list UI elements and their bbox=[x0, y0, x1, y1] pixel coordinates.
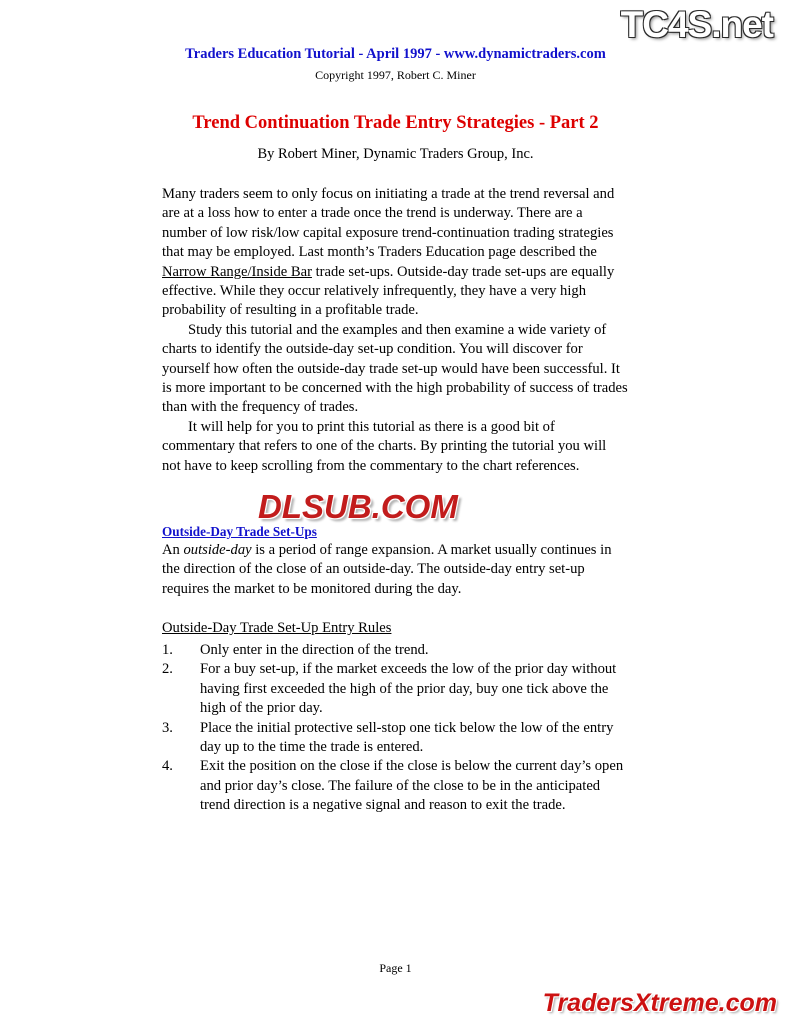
page-title: Trend Continuation Trade Entry Strategies - Part 2 bbox=[192, 113, 599, 133]
list-item bbox=[162, 641, 630, 660]
narrow-range-inside-bar-link[interactable]: Narrow Range/Inside Bar bbox=[162, 263, 312, 280]
section-body-outside-day bbox=[162, 541, 628, 599]
list-item-number: 4. bbox=[162, 758, 173, 775]
section-body-part-b: is a period of range expansion. A market usually continues in the direction of the close of an outside-day. The outside-day entry set-up requires the market to be monitored during the day. bbox=[162, 542, 612, 597]
paragraph-1-part-a: Many traders seem to only focus on initiating a trade at the trend reversal and are at a loss how to enter a trade once the trend is underway. There are a number of low risk/low capital exposure trend-continuation trading strategies that may be employed. Last month’s Traders Education page described the bbox=[162, 186, 615, 261]
section-body-part-a: An bbox=[162, 542, 184, 558]
tutorial-header-line: Traders Education Tutorial - April 1997 - www.dynamictraders.com bbox=[185, 46, 606, 62]
intro-body bbox=[162, 185, 628, 476]
rules-heading: Outside-Day Trade Set-Up Entry Rules bbox=[162, 620, 392, 636]
list-item bbox=[162, 660, 630, 718]
list-item-number: 3. bbox=[162, 719, 173, 736]
watermark-tc4s: TC4S.net bbox=[620, 4, 773, 45]
section-body-emphasis: outside-day bbox=[183, 542, 252, 558]
paragraph-1 bbox=[162, 185, 628, 321]
section-heading-outside-day: Outside-Day Trade Set-Ups bbox=[162, 524, 317, 539]
list-item-number: 1. bbox=[162, 642, 173, 658]
rules-list bbox=[162, 641, 630, 816]
list-item-text: Exit the position on the close if the close is below the current day’s open and prior day’s close. The failure of the close to be in the anticipated trend direction is a negative signal and reason to exit the trade. bbox=[200, 758, 624, 814]
paragraph-3: It will help for you to print this tutorial as there is a good bit of commentary that refers to one of the charts. By printing the tutorial you will not have to keep scrolling from the commentary to the chart references. bbox=[162, 418, 607, 474]
list-item-text: For a buy set-up, if the market exceeds the low of the prior day without having first exceeded the high of the prior day, buy one tick above the high of the prior day. bbox=[200, 661, 617, 717]
watermark-dlsub: DLSUB.COM bbox=[258, 488, 458, 525]
byline: By Robert Miner, Dynamic Traders Group, Inc. bbox=[257, 146, 534, 162]
list-item bbox=[162, 719, 630, 758]
list-item-text: Only enter in the direction of the trend. bbox=[200, 642, 429, 658]
copyright-line: Copyright 1997, Robert C. Miner bbox=[315, 68, 476, 82]
paragraph-1-part-b: trade set-ups. Outside-day trade set-ups are equally effective. While they occur relatively infrequently, they have a very high probability of resulting in a profitable trade. bbox=[162, 263, 615, 319]
page-number: Page 1 bbox=[379, 961, 412, 975]
watermark-tradersxtreme: TradersXtreme.com bbox=[542, 989, 777, 1017]
list-item-text: Place the initial protective sell-stop one tick below the low of the entry day up to the time the trade is entered. bbox=[200, 719, 614, 756]
list-item bbox=[162, 757, 630, 815]
paragraph-2: Study this tutorial and the examples and then examine a wide variety of charts to identify the outside-day set-up condition. You will discover for yourself how often the outside-day trade set-up would have been successful. It is more important to be concerned with the high probability of success of trades than with the frequency of trades. bbox=[162, 321, 628, 416]
list-item-number: 2. bbox=[162, 661, 173, 678]
